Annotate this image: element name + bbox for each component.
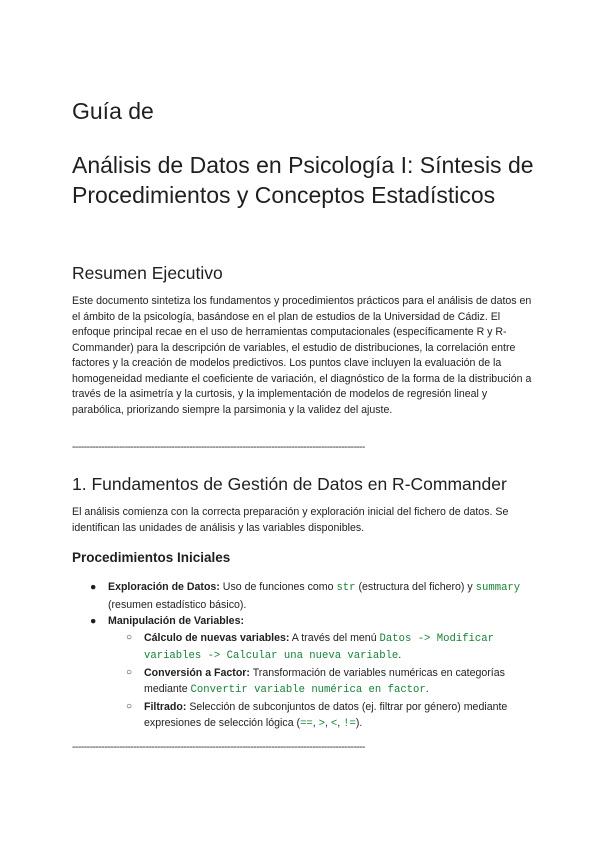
list-item-calc	[72, 630, 532, 665]
item-text: ,	[337, 717, 344, 729]
summary-heading: Resumen Ejecutivo	[72, 263, 223, 283]
item-text: ,	[312, 717, 319, 729]
list-item-explore	[72, 579, 532, 613]
code-convert: Convertir variable numérica en factor	[190, 684, 426, 696]
divider-1: ----------------------------------------------------------------------------------------------------	[72, 441, 365, 453]
code-menu-path: Datos -> Modificar variables -> Calcular una nueva variable	[144, 632, 494, 662]
item-text: Transformación de variables numéricas en categorías mediante	[144, 666, 505, 695]
code-str: str	[336, 582, 356, 594]
summary-text: Este documento sintetiza los fundamentos y procedimientos prácticos para el análisis de datos en el ámbito de la psicología, basándose en el plan de estudios de la Universidad de Cádiz. El enfoque principal recae en el uso de herramientas computacionales (específicamente R y R-Commander) para la descripción de variables, el estudio de distribuciones, la correlación entre factores y la creación de modelos predictivos. Los puntos clave incluyen la evaluación de la homogeneidad mediante el coeficiente de variación, el diagnóstico de la forma de la distribución a través de la asimetría y la curtosis, y la implementación de modelos de regresión lineal y parabólica, priorizando siempre la parsimonia y la validez del ajuste.	[72, 295, 532, 416]
item-text: (resumen estadístico básico).	[108, 598, 247, 611]
section1-intro: El análisis comienza con la correcta preparación y exploración inicial del fichero de datos. Se identifican las unidades de análisis y las variables disponibles.	[72, 506, 509, 534]
circle-bullet-icon: ○	[126, 666, 133, 678]
item-text: .	[398, 649, 402, 661]
item-text: Uso de funciones como	[219, 581, 337, 593]
item-label: Filtrado:	[144, 700, 187, 713]
bullet-icon: ●	[90, 581, 97, 593]
doc-title: Análisis de Datos en Psicología I: Síntesis de Procedimientos y Conceptos Estadísticos	[72, 152, 534, 208]
divider-2: ----------------------------------------------------------------------------------------------------	[72, 741, 365, 753]
item-label: Cálculo de nuevas variables:	[144, 631, 290, 644]
code-eq: ==	[300, 718, 313, 730]
item-text: .	[425, 683, 429, 695]
section1-heading: 1. Fundamentos de Gestión de Datos en R-Commander	[72, 474, 507, 494]
code-summary: summary	[475, 582, 521, 594]
item-text: ).	[355, 717, 363, 729]
item-text: A través del menú	[289, 631, 380, 644]
list-item-factor	[72, 665, 532, 699]
code-lt: <	[330, 718, 338, 730]
bullet-icon: ●	[90, 615, 97, 627]
doc-title-prefix: Guía de	[72, 98, 154, 124]
item-text: Selección de subconjuntos de datos (ej. filtrar por género) mediante expresiones de selección lógica (	[144, 700, 508, 729]
circle-bullet-icon: ○	[126, 700, 133, 712]
list-item-filter	[72, 699, 532, 733]
list-item-manip	[72, 613, 532, 630]
item-text: (estructura del fichero) y	[355, 581, 476, 593]
code-gt: >	[318, 718, 326, 730]
item-label: Manipulación de Variables:	[108, 615, 244, 627]
procedures-list	[72, 579, 532, 733]
item-label: Conversión a Factor:	[144, 666, 250, 679]
item-label: Exploración de Datos:	[108, 581, 220, 593]
item-text: ,	[325, 717, 331, 729]
circle-bullet-icon: ○	[126, 631, 133, 643]
section1-subheading: Procedimientos Iniciales	[72, 550, 231, 565]
code-neq: !=	[343, 718, 356, 730]
